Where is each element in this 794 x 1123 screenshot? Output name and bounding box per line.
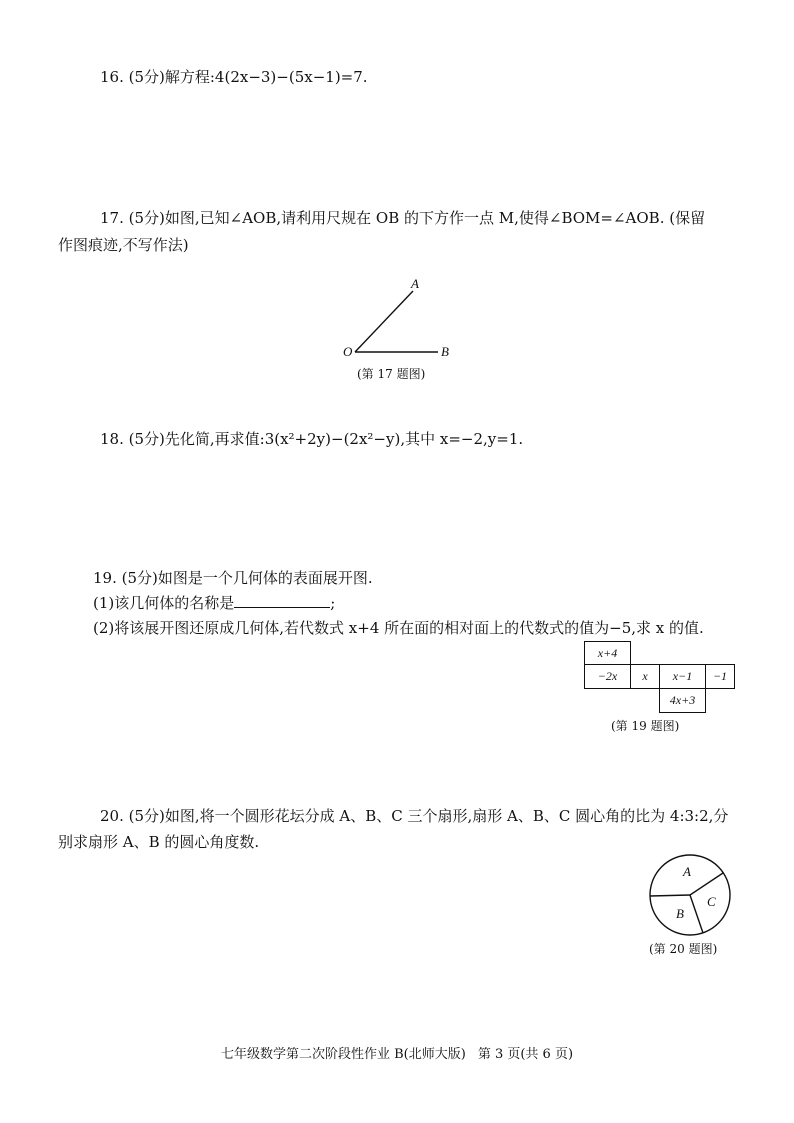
point-a-label: A: [411, 276, 419, 291]
figure-20-caption: (第 20 题图): [649, 942, 718, 956]
question-19-line-2: [93, 592, 335, 614]
net-face-top: x+4: [584, 641, 631, 665]
sector-c-label: C: [707, 894, 716, 909]
question-16: 16. (5分)解方程:4(2x−3)−(5x−1)=7.: [100, 68, 368, 86]
footer-page-number: 第 3 页(共 6 页): [477, 1047, 574, 1062]
question-17-line-2: 作图痕迹,不写作法): [58, 236, 189, 254]
question-19-line-1: 19. (5分)如图是一个几何体的表面展开图.: [93, 569, 373, 587]
question-20-line-1: 20. (5分)如图,将一个圆形花坛分成 A、B、C 三个扇形,扇形 A、B、C 圆心角的比为 4:3:2,分: [100, 807, 729, 825]
answer-blank[interactable]: [234, 593, 330, 608]
net-face-row-3: x−1: [659, 664, 706, 689]
footer-title: 七年级数学第二次阶段性作业 B(北师大版): [220, 1047, 466, 1062]
net-face-row-1: −2x: [584, 664, 631, 689]
question-17-line-1: 17. (5分)如图,已知∠AOB,请利用尺规在 OB 的下方作一点 M,使得∠BOM=∠AOB. (保留: [100, 209, 706, 227]
question-18: 18. (5分)先化简,再求值:3(x²+2y)−(2x²−y),其中 x=−2,y=1.: [100, 430, 524, 448]
ray-oa: [355, 291, 413, 352]
sector-b-label: B: [676, 906, 684, 921]
angle-aob-figure: [340, 275, 470, 365]
net-face-row-4: −1: [705, 664, 735, 689]
page-footer: [0, 1043, 794, 1062]
radius-line-3: [690, 895, 703, 933]
net-face-bottom: 4x+3: [659, 688, 706, 713]
question-19-part-1-end: ;: [330, 594, 336, 612]
net-face-row-2: x: [630, 664, 660, 689]
point-b-label: B: [441, 344, 449, 359]
question-19-part-1-text: (1)该几何体的名称是: [93, 594, 235, 612]
figure-19-caption: (第 19 题图): [611, 719, 680, 733]
radius-line-1: [650, 895, 690, 896]
question-20-line-2: 别求扇形 A、B 的圆心角度数.: [58, 833, 260, 851]
figure-17-caption: (第 17 题图): [357, 367, 426, 381]
radius-line-2: [690, 873, 723, 895]
question-19-line-3: (2)将该展开图还原成几何体,若代数式 x+4 所在面的相对面上的代数式的值为−5,求 x 的值.: [93, 619, 704, 637]
sector-a-label: A: [683, 864, 691, 879]
point-o-label: O: [343, 344, 353, 359]
